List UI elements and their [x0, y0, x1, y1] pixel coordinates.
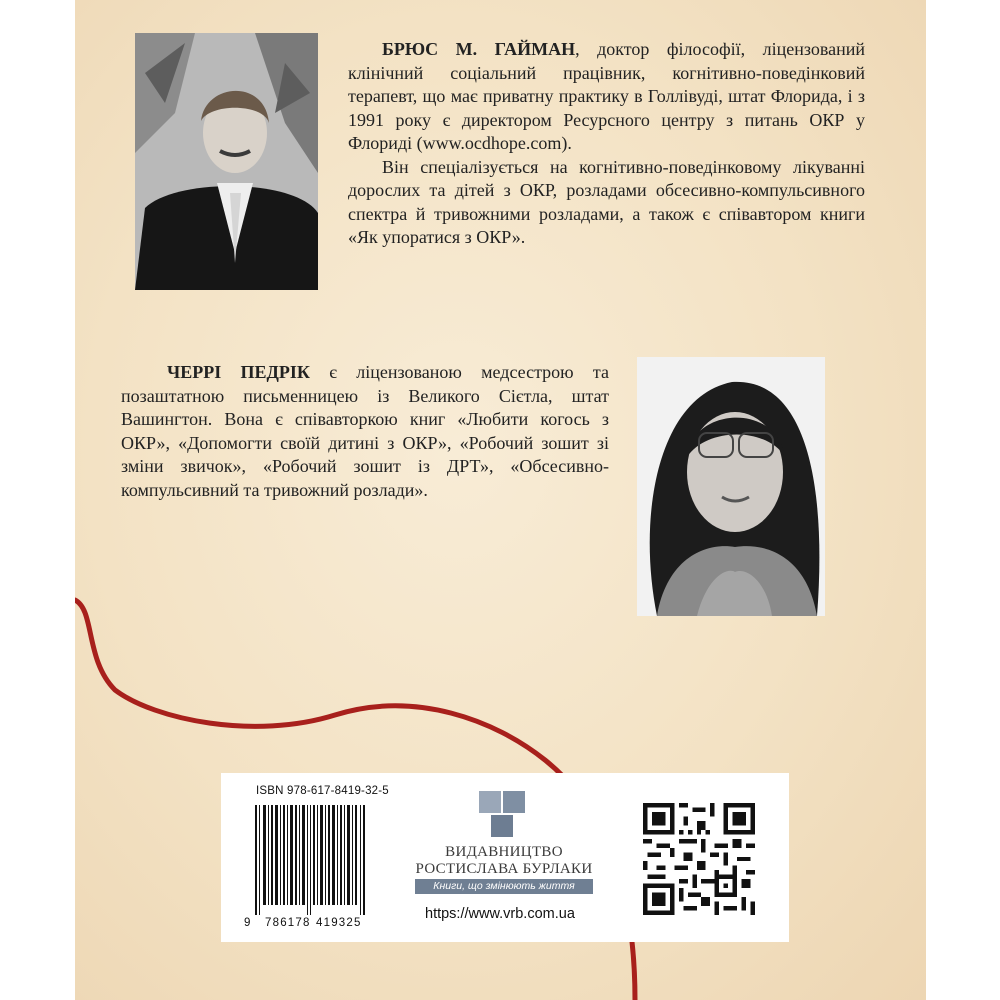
- qr-code[interactable]: [643, 803, 755, 915]
- author2-photo: [637, 357, 825, 616]
- publisher-name-line2: РОСТИСЛАВА БУРЛАКИ: [415, 861, 593, 877]
- author2-bio: [121, 361, 609, 502]
- author1-bio-paragraph2: Він спеціалізується на когнітивно-поведінковому лікуванні дорослих та дітей з ОКР, розладами обсесивно-компульсивного спектра й тривожними розладами, а також є співавтором книги «Як упоратися з ОКР».: [348, 156, 865, 247]
- barcode-digits-left: 786178: [265, 917, 311, 929]
- author1-bio: [348, 38, 865, 250]
- publisher-logo-icon: [479, 791, 527, 839]
- author1-photo: [135, 33, 318, 290]
- barcode-digits-right: 419325: [316, 917, 362, 929]
- barcode-digit-prefix: 9: [244, 917, 252, 929]
- author1-bio-text: , доктор філософії, ліцензований клінічний соціальний працівник, когнітивно-поведінковий терапевт, що має приватну практику в Голлівуді, штат Флорида, і з 1991 року є директором Ресурсного центру з питань ОКР у Флориді (www.ocdhope.com).: [348, 39, 865, 153]
- publisher-name-line1: ВИДАВНИЦТВО: [445, 844, 563, 860]
- author2-name: ЧЕРРІ ПЕДРІК: [167, 362, 310, 382]
- footer-panel: [221, 773, 789, 942]
- author1-name: БРЮС М. ГАЙМАН: [382, 39, 576, 59]
- publisher-tagline: Книги, що змінюють життя: [415, 879, 593, 894]
- isbn-label: ISBN 978-617-8419-32-5: [256, 785, 389, 797]
- book-back-cover: [75, 0, 926, 1000]
- author2-bio-text: є ліцензованою медсестрою та позаштатною письменницею із Великого Сієтла, штат Вашингтон. Вона є співавторкою книг «Любити когось з ОКР», «Допомогти своїй дитині з ОКР», «Робочий зошит зі зміни звичок», «Робочий зошит із ДРТ», «Обсесивно-компульсивний та тривожний розлади».: [121, 362, 609, 500]
- publisher-url[interactable]: https://www.vrb.com.ua: [425, 906, 575, 922]
- barcode: [255, 805, 367, 915]
